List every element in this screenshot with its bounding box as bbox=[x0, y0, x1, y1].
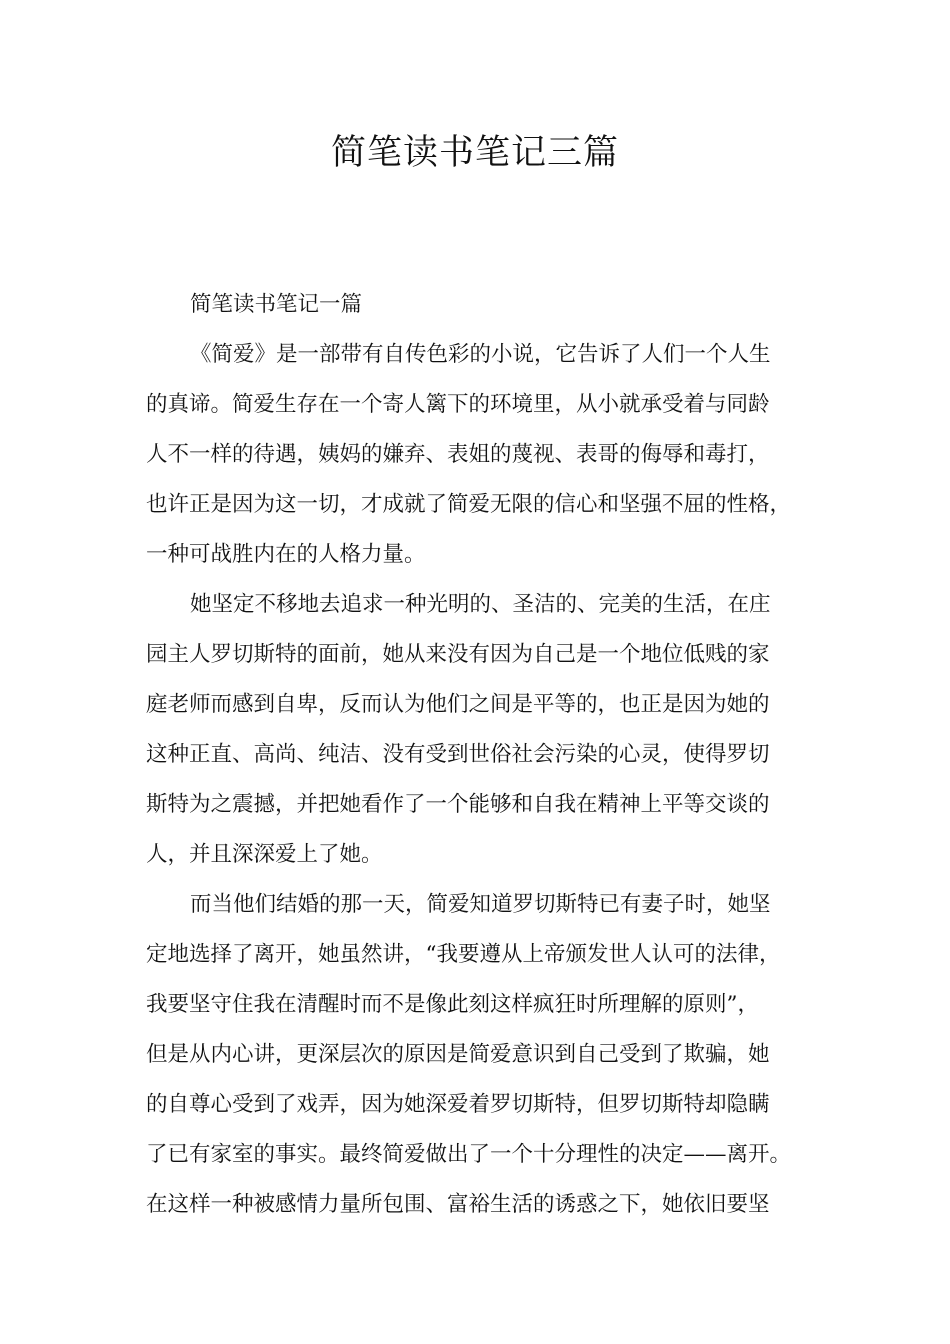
text-line: 庭老师而感到自卑，反而认为他们之间是平等的，也正是因为她的 bbox=[146, 692, 770, 717]
text-line: 了已有家室的事实。最终简爱做出了一个十分理性的决定——离开。 bbox=[146, 1142, 792, 1167]
text-line: 一种可战胜内在的人格力量。 bbox=[146, 542, 426, 567]
text-line: 人不一样的待遇，姨妈的嫌弃、表姐的蔑视、表哥的侮辱和毒打， bbox=[146, 442, 770, 467]
text-line: 她坚定不移地去追求一种光明的、圣洁的、完美的生活，在庄 bbox=[190, 592, 771, 617]
document-title: 简笔读书笔记三篇 bbox=[330, 133, 619, 173]
paragraph-2 bbox=[146, 580, 826, 880]
section-subtitle: 简笔读书笔记一篇 bbox=[190, 292, 363, 317]
paragraph-3 bbox=[146, 880, 826, 1230]
text-line: 这种正直、高尚、纯洁、没有受到世俗社会污染的心灵，使得罗切 bbox=[146, 742, 770, 767]
document-body bbox=[146, 280, 826, 1230]
text-line: 的自尊心受到了戏弄，因为她深爱着罗切斯特，但罗切斯特却隐瞒 bbox=[146, 1092, 770, 1117]
text-line: 也许正是因为这一切，才成就了简爱无限的信心和坚强不屈的性格， bbox=[146, 492, 792, 517]
text-line: 《简爱》是一部带有自传色彩的小说，它告诉了人们一个人生 bbox=[190, 342, 771, 367]
text-line: 斯特为之震撼，并把她看作了一个能够和自我在精神上平等交谈的 bbox=[146, 792, 770, 817]
text-line: 的真谛。简爱生存在一个寄人篱下的环境里，从小就承受着与同龄 bbox=[146, 392, 770, 417]
text-line: 我要坚守住我在清醒时而不是像此刻这样疯狂时所理解的原则”， bbox=[146, 992, 759, 1017]
text-line: 人，并且深深爱上了她。 bbox=[146, 842, 383, 867]
text-line: 但是从内心讲，更深层次的原因是简爱意识到自己受到了欺骗，她 bbox=[146, 1042, 770, 1067]
paragraph-1 bbox=[146, 330, 826, 580]
text-line: 园主人罗切斯特的面前，她从来没有因为自己是一个地位低贱的家 bbox=[146, 642, 770, 667]
text-line: 定地选择了离开，她虽然讲，“我要遵从上帝颁发世人认可的法律， bbox=[146, 942, 781, 967]
text-line: 而当他们结婚的那一天，简爱知道罗切斯特已有妻子时，她坚 bbox=[190, 892, 771, 917]
text-line: 在这样一种被感情力量所包围、富裕生活的诱惑之下，她依旧要坚 bbox=[146, 1192, 770, 1217]
